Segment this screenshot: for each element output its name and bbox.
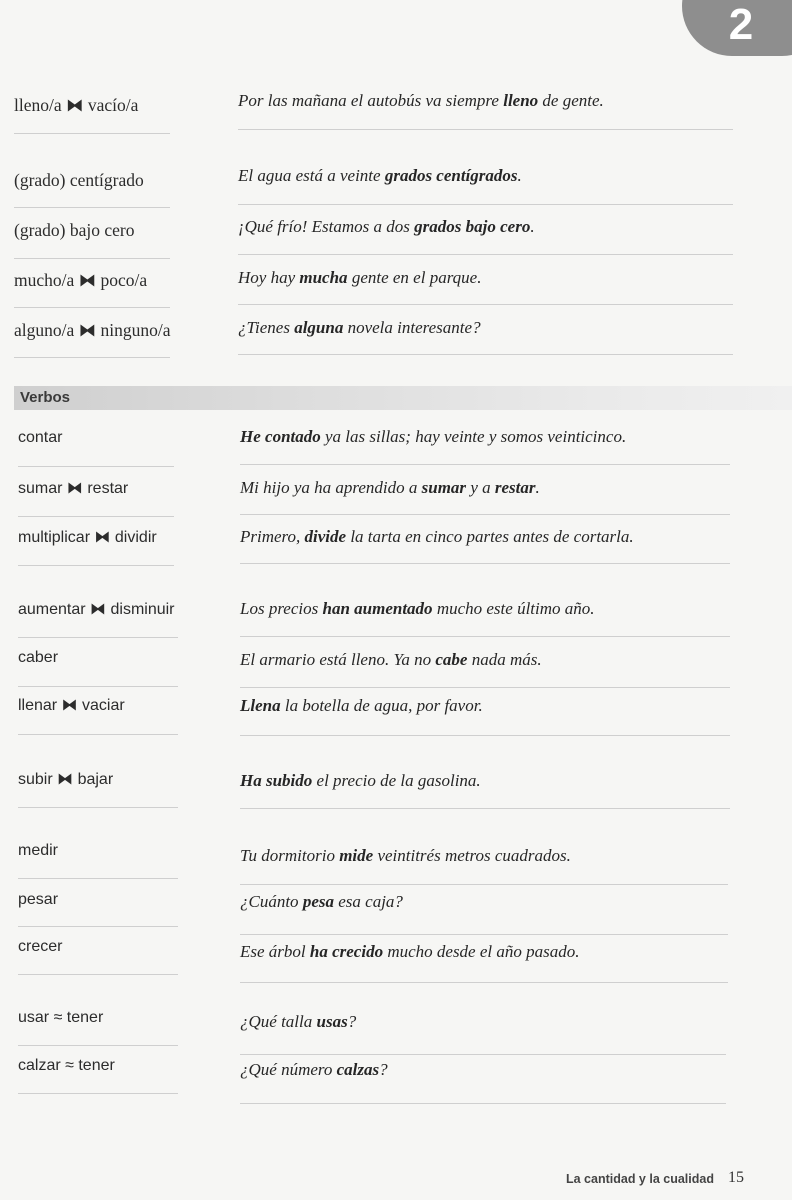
answer-line-term [14,357,170,358]
answer-line-example [240,687,730,688]
answer-line-term [18,565,174,566]
term-subir-bajar: subir ⧓ bajar [18,771,114,788]
answer-line-term [18,974,178,975]
example-multiplicar-dividir: Primero, divide la tarta en cinco partes antes de cortarla. [240,527,634,546]
answer-line-example [240,934,728,935]
answer-line-example [238,204,733,205]
example-aumentar-disminuir: Los precios han aumentado mucho este último año. [240,599,595,618]
example-calzar-tener: ¿Qué número calzas? [240,1060,388,1079]
term-medir: medir [18,842,59,859]
answer-line-term [14,133,170,134]
term-bajo-cero: (grado) bajo cero [14,220,135,240]
chapter-number: 2 [728,0,754,49]
example-caber: El armario está lleno. Ya no cabe nada más. [240,650,542,669]
example-subir-bajar: Ha subido el precio de la gasolina. [240,771,481,790]
term-pesar: pesar [18,891,59,908]
answer-line-example [240,563,730,564]
answer-line-example [240,884,728,885]
footer-title: La cantidad y la cualidad [566,1172,714,1186]
answer-line-term [18,686,178,687]
answer-line-example [238,304,733,305]
term-lleno-vacio: lleno/a ⧓ vacío/a [14,95,139,115]
answer-line-example [238,129,733,130]
example-mucho-poco: Hoy hay mucha gente en el parque. [238,268,482,287]
example-llenar-vaciar: Llena la botella de agua, por favor. [240,696,483,715]
example-bajo-cero: ¡Qué frío! Estamos a dos grados bajo cero. [238,217,535,236]
answer-line-example [240,982,728,983]
answer-line-example [240,1054,726,1055]
term-contar: contar [18,429,63,446]
example-alguno-ninguno: ¿Tienes alguna novela interesante? [238,318,481,337]
chapter-tab [682,0,792,56]
answer-line-term [18,1045,178,1046]
term-crecer: crecer [18,938,63,955]
term-aumentar-disminuir: aumentar ⧓ disminuir [18,601,175,618]
answer-line-term [14,258,170,259]
answer-line-term [18,637,178,638]
example-lleno-vacio: Por las mañana el autobús va siempre lleno de gente. [238,91,604,110]
answer-line-example [240,514,730,515]
answer-line-term [18,734,178,735]
answer-line-example [240,1103,726,1104]
answer-line-term [18,807,178,808]
term-alguno-ninguno: alguno/a ⧓ ninguno/a [14,320,171,340]
term-caber: caber [18,649,59,666]
term-llenar-vaciar: llenar ⧓ vaciar [18,697,125,714]
term-sumar-restar: sumar ⧓ restar [18,480,129,497]
section-title: Verbos [20,389,71,406]
example-centigrado: El agua está a veinte grados centígrados. [238,166,522,185]
answer-line-example [240,735,730,736]
answer-line-example [240,464,730,465]
example-crecer: Ese árbol ha crecido mucho desde el año pasado. [240,942,580,961]
answer-line-example [240,808,730,809]
answer-line-term [18,878,178,879]
answer-line-example [240,636,730,637]
example-contar: He contado ya las sillas; hay veinte y somos veinticinco. [240,427,627,446]
answer-line-example [238,354,733,355]
section-header-bar [14,386,792,410]
example-sumar-restar: Mi hijo ya ha aprendido a sumar y a restar. [240,478,540,497]
term-centigrado: (grado) centígrado [14,170,144,190]
answer-line-term [18,926,178,927]
answer-line-example [238,254,733,255]
answer-line-term [18,466,174,467]
example-pesar: ¿Cuánto pesa esa caja? [240,892,403,911]
answer-line-term [14,207,170,208]
answer-line-term [18,1093,178,1094]
term-mucho-poco: mucho/a ⧓ poco/a [14,270,148,290]
term-multiplicar-dividir: multiplicar ⧓ dividir [18,529,157,546]
answer-line-term [18,516,174,517]
example-usar-tener: ¿Qué talla usas? [240,1012,357,1031]
example-medir: Tu dormitorio mide veintitrés metros cuadrados. [240,846,571,865]
term-usar-tener: usar ≈ tener [18,1009,104,1026]
page-number: 15 [728,1169,744,1186]
term-calzar-tener: calzar ≈ tener [18,1057,115,1074]
answer-line-term [14,307,170,308]
